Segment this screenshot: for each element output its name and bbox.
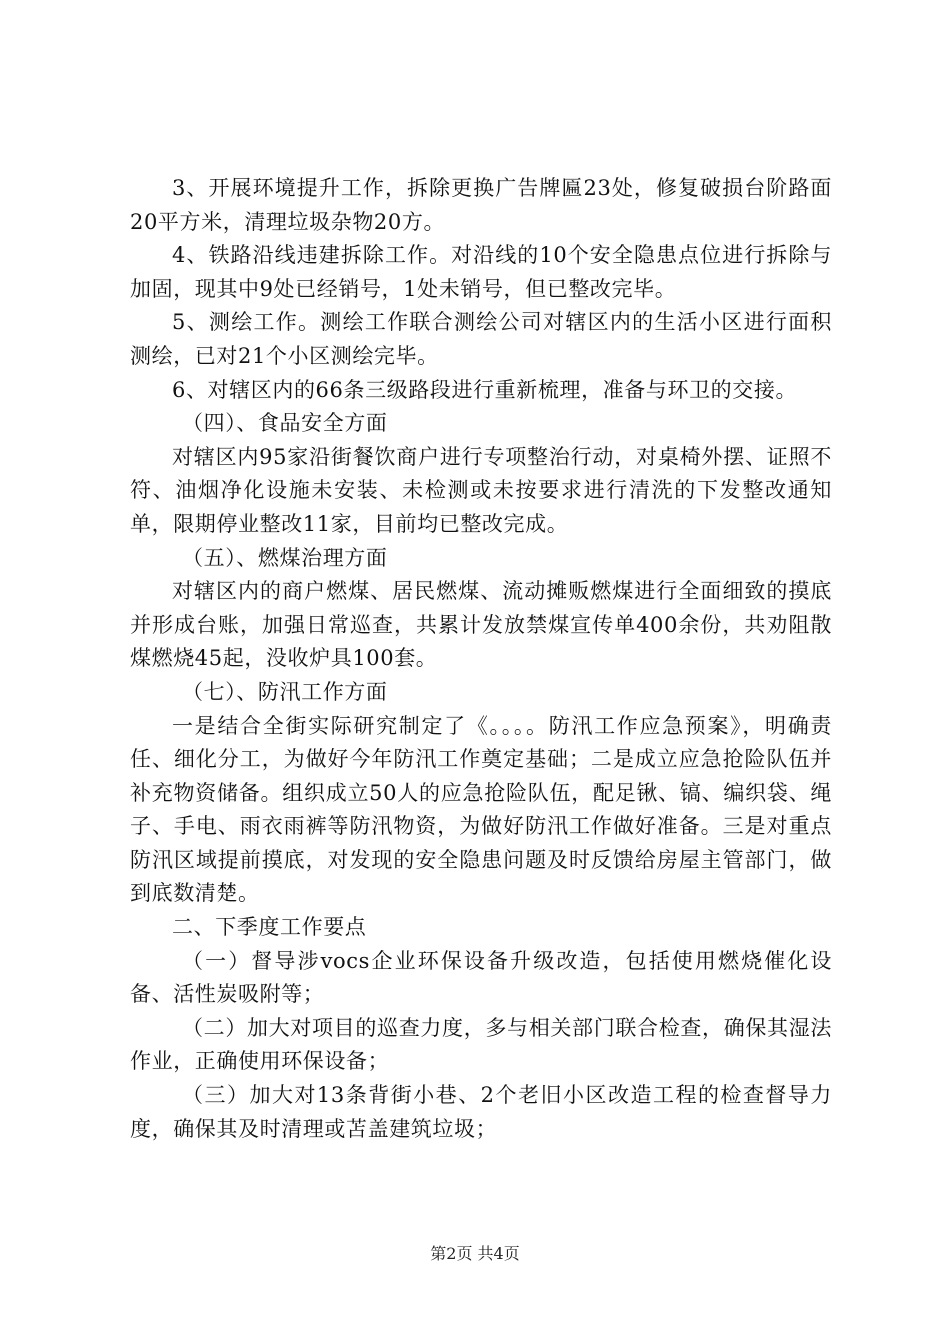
paragraph-next-quarter-3: （三）加大对13条背街小巷、2个老旧小区改造工程的检查督导力度，确保其及时清理或苫盖建筑垃圾；	[130, 1083, 832, 1141]
paragraph-item-5: 5、测绘工作。测绘工作联合测绘公司对辖区内的生活小区进行面积测绘，已对21个小区测绘完毕。	[130, 310, 832, 368]
section-heading-flood: （七）、防汛工作方面	[182, 679, 388, 704]
paragraph-item-6: 6、对辖区内的66条三级路段进行重新梳理，准备与环卫的交接。	[172, 377, 798, 402]
section-heading-next-quarter: 二、下季度工作要点	[172, 915, 367, 940]
section-heading-food-safety: （四）、食品安全方面	[182, 411, 388, 436]
document-body	[130, 172, 832, 1146]
paragraph-coal: 对辖区内的商户燃煤、居民燃煤、流动摊贩燃煤进行全面细致的摸底并形成台账，加强日常巡查，共累计发放禁煤宣传单400余份，共劝阻散煤燃烧45起，没收炉具100套。	[130, 579, 832, 671]
paragraph-next-quarter-1: （一）督导涉vocs企业环保设备升级改造，包括使用燃烧催化设备、活性炭吸附等；	[130, 948, 832, 1007]
paragraph-next-quarter-2: （二）加大对项目的巡查力度，多与相关部门联合检查，确保其湿法作业，正确使用环保设备；	[130, 1015, 832, 1074]
paragraph-flood: 一是结合全街实际研究制定了《。。。。防汛工作应急预案》，明确责任、细化分工，为做好今年防汛工作奠定基础；二是成立应急抢险队伍并补充物资储备。组织成立50人的应急抢险队伍，配足锹、镐、编织袋、绳子、手电、雨衣雨裤等防汛物资，为做好防汛工作做好准备。三是对重点防汛区域提前摸底，对发现的安全隐患问题及时反馈给房屋主管部门，做到底数清楚。	[130, 713, 832, 906]
section-heading-coal: （五）、燃煤治理方面	[182, 545, 388, 570]
paragraph-food-safety: 对辖区内95家沿街餐饮商户进行专项整治行动，对桌椅外摆、证照不符、油烟净化设施未安装、未检测或未按要求进行清洗的下发整改通知单，限期停业整改11家，目前均已整改完成。	[130, 444, 832, 536]
page-number-footer: 第2页 共4页	[430, 1244, 520, 1263]
paragraph-item-3: 3、开展环境提升工作，拆除更换广告牌匾23处，修复破损台阶路面20平方米，清理垃圾杂物20方。	[130, 176, 832, 234]
paragraph-item-4: 4、铁路沿线违建拆除工作。对沿线的10个安全隐患点位进行拆除与加固，现其中9处已经销号，1处未销号，但已整改完毕。	[130, 243, 832, 301]
